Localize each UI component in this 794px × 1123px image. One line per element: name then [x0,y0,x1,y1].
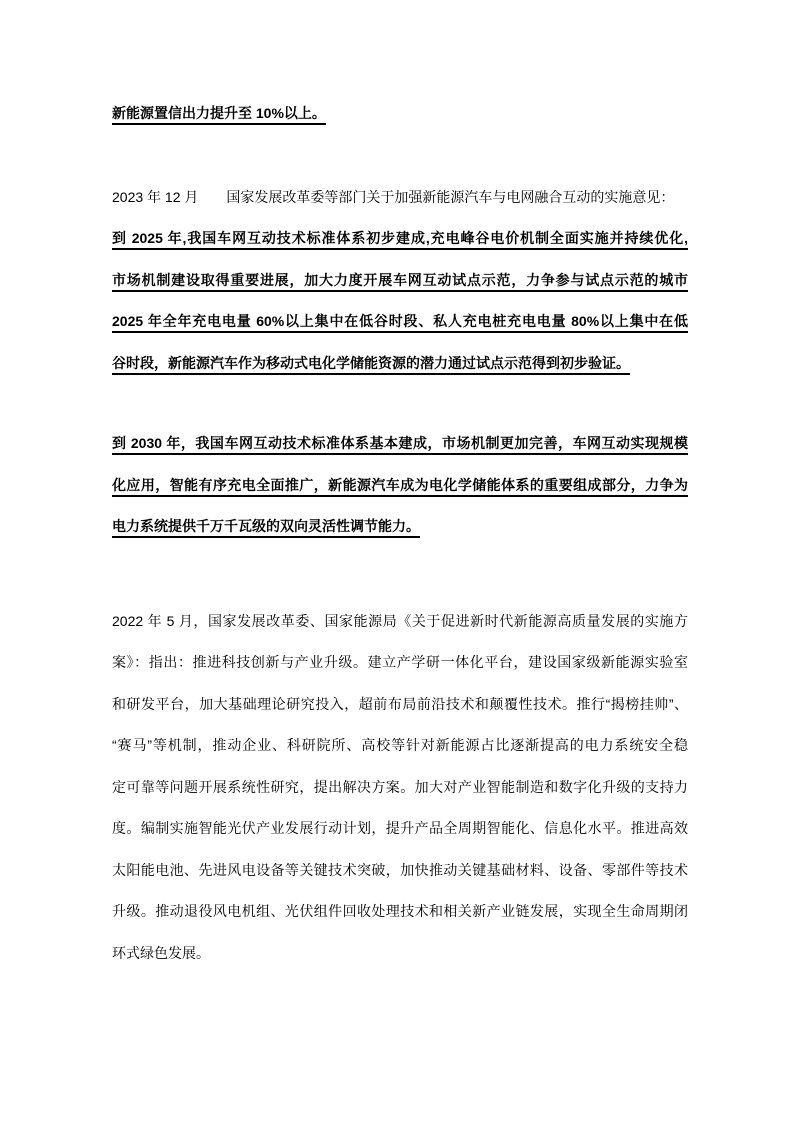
text-line: 化应用，智能有序充电全面推广，新能源汽车成为电化学储能体系的重要组成部分，力争为 [112,476,688,493]
paragraph-2022-05-policy [112,601,688,975]
text-line: 度。编制实施智能光伏产业发展行动计划，提升产品全周期智能化、信息化水平。推进高效 [112,820,688,836]
text-line: 2025 年全年充电电量 60%以上集中在低谷时段、私人充电桩充电电量 80%以上集中在低 [112,313,688,329]
text-line: 2023 年 12 月 国家发展改革委等部门关于加强新能源汽车与电网融合互动的实施意见： [112,188,675,205]
text-line: 太阳能电池、先进风电设备等关键技术突破，加快推动关键基础材料、设备、零部件等技术 [112,861,688,878]
text-line: 2022 年 5 月，国家发展改革委、国家能源局《关于促进新时代新能源高质量发展的实施方 [112,612,688,629]
text-line: 和研发平台，加大基础理论研究投入，超前布局前沿技术和颠覆性技术。推行“揭榜挂帅”、 [112,695,688,712]
text-line: 电力系统提供千万千瓦级的双向灵活性调节能力。 [112,518,420,534]
text-line: 升级。推动退役风电机组、光伏组件回收处理技术和相关新产业链发展，实现全生命周期闭 [112,903,688,919]
text-line: 案》：指出：推进科技创新与产业升级。建立产学研一体化平台，建设国家级新能源实验室 [112,654,688,670]
text-line: 到 2030 年，我国车网互动技术标准体系基本建成，市场机制更加完善，车网互动实现规模 [112,435,688,451]
text-line: 到 2025 年,我国车网互动技术标准体系初步建成,充电峰谷电价机制全面实施并持续优化, [112,230,688,246]
text-line: 环式绿色发展。 [112,944,210,961]
paragraph-2025-goals [112,218,688,384]
document-body [112,93,688,974]
paragraph-2023-12-policy-heading [112,177,688,219]
text-line: “赛马”等机制，推动企业、科研院所、高校等针对新能源占比逐渐提高的电力系统安全稳 [112,737,688,753]
paragraph-new-energy-confidence-output [112,93,688,135]
text-line: 新能源置信出力提升至 10%以上。 [112,105,326,121]
text-line: 市场机制建设取得重要进展，加大力度开展车网互动试点示范，力争参与试点示范的城市 [112,271,688,288]
paragraph-2030-goals [112,423,688,548]
text-line: 谷时段，新能源汽车作为移动式电化学储能资源的潜力通过试点示范得到初步验证。 [112,354,630,371]
text-line: 定可靠等问题开展系统性研究，提出解决方案。加大对产业智能制造和数字化升级的支持力 [112,778,688,795]
